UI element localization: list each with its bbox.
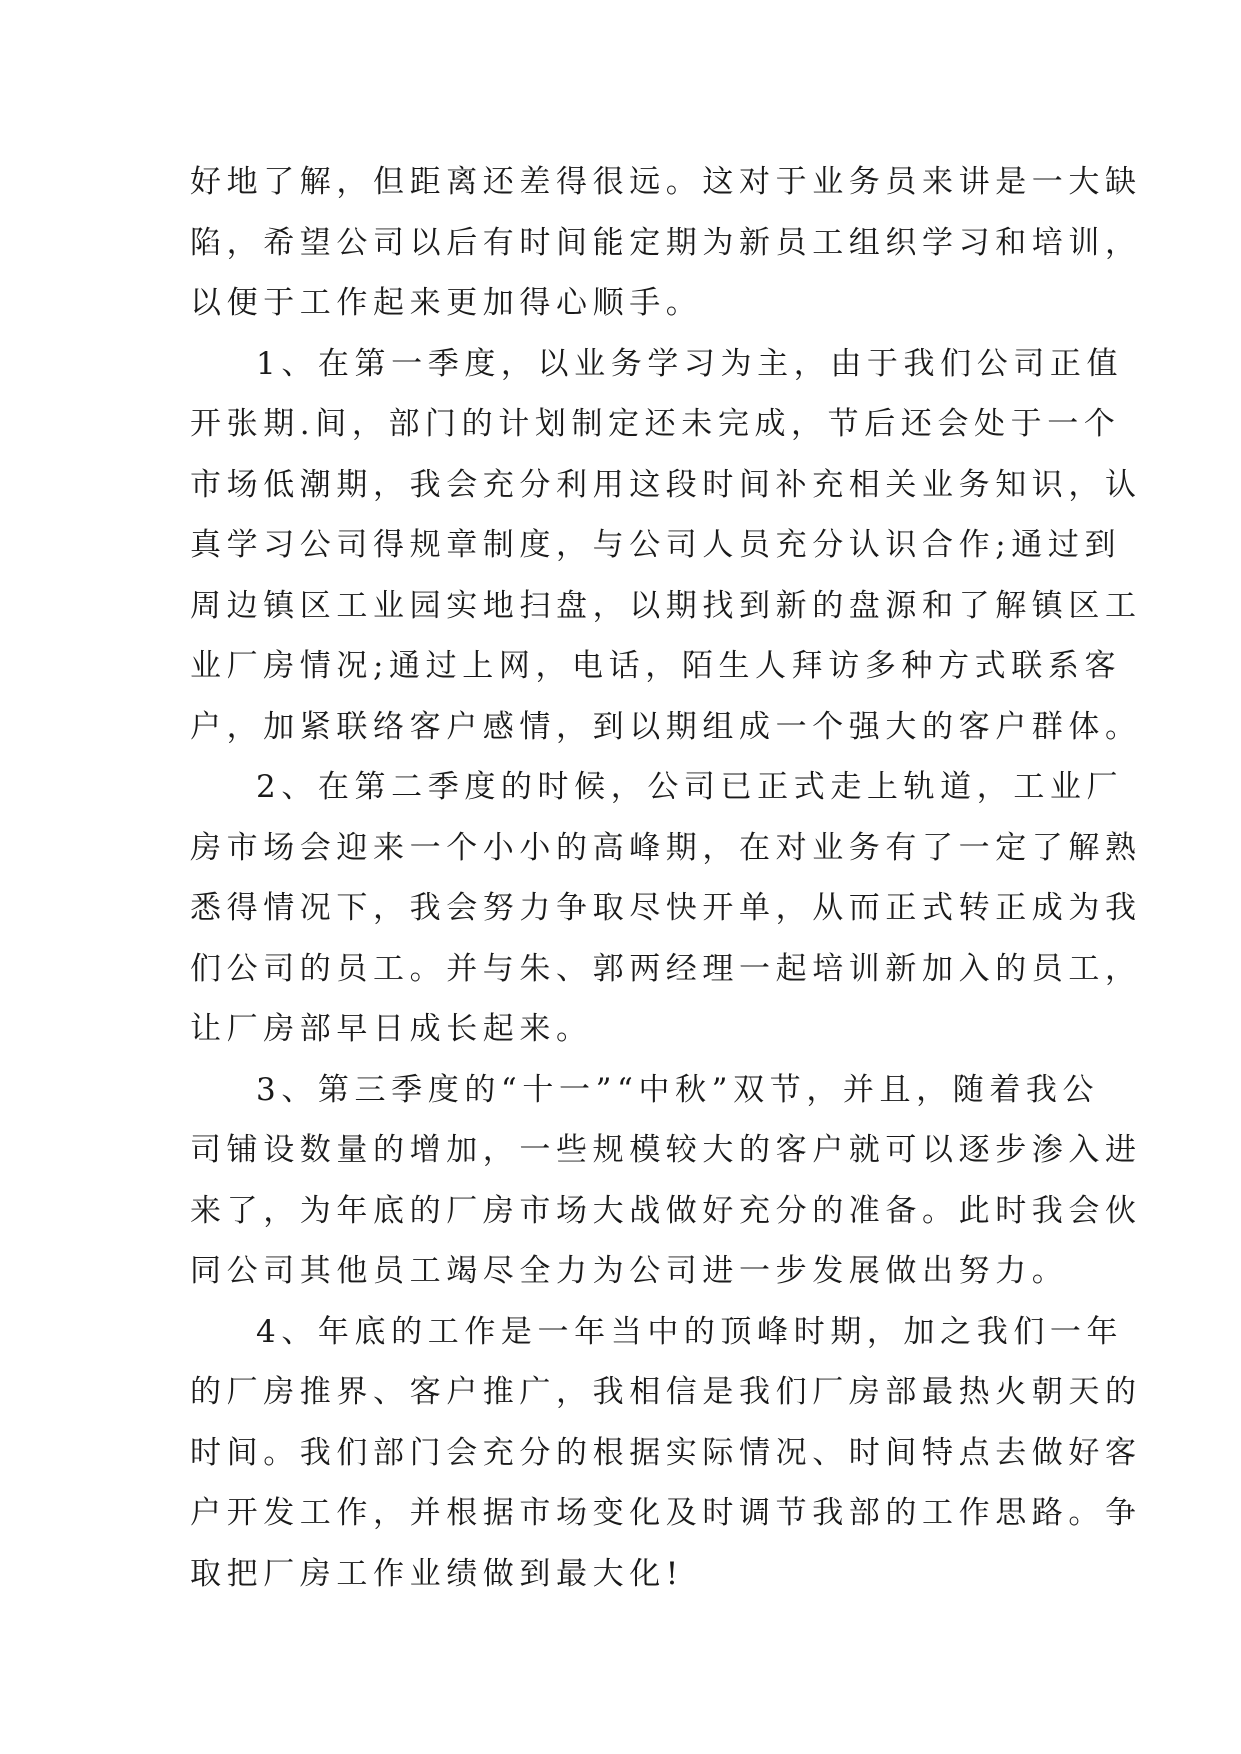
text-line: 以便于工作起来更加得心顺手。	[190, 285, 703, 321]
text-line: 取把厂房工作业绩做到最大化!	[190, 1555, 684, 1592]
text-line: 户开发工作，并根据市场变化及时调节我部的工作思路。争	[190, 1495, 1142, 1531]
text-line: 周边镇区工业园实地扫盘，以期找到新的盘源和了解镇区工	[190, 587, 1142, 624]
text-line: 2、在第二季度的时候，公司已正式走上轨道，工业厂	[256, 769, 1124, 805]
text-line: 4、年底的工作是一年当中的顶峰时期，加之我们一年	[256, 1313, 1124, 1350]
text-line: 业厂房情况;通过上网，电话，陌生人拜访多种方式联系客	[190, 648, 1122, 684]
text-line: 司铺设数量的增加，一些规模较大的客户就可以逐步渗入进	[190, 1132, 1142, 1168]
text-line: 同公司其他员工竭尽全力为公司进一步发展做出努力。	[190, 1253, 1069, 1289]
text-line: 3、第三季度的“十一”“中秋”双节，并且，随着我公	[256, 1071, 1100, 1108]
text-line: 悉得情况下，我会努力争取尽快开单，从而正式转正成为我	[190, 890, 1142, 926]
text-line: 的厂房推界、客户推广，我相信是我们厂房部最热火朝天的	[190, 1374, 1142, 1410]
text-line: 户，加紧联络客户感情，到以期组成一个强大的客户群体。	[190, 708, 1142, 745]
text-line: 1、在第一季度，以业务学习为主，由于我们公司正值	[256, 345, 1124, 382]
text-line: 市场低潮期，我会充分利用这段时间补充相关业务知识，认	[190, 466, 1142, 503]
text-line: 来了，为年底的厂房市场大战做好充分的准备。此时我会伙	[190, 1192, 1142, 1229]
text-line: 开张期.间，部门的计划制定还未完成，节后还会处于一个	[190, 406, 1121, 442]
text-line: 们公司的员工。并与朱、郭两经理一起培训新加入的员工，	[190, 950, 1142, 987]
text-line: 时间。我们部门会充分的根据实际情况、时间特点去做好客	[190, 1434, 1142, 1471]
text-line: 房市场会迎来一个小小的高峰期，在对业务有了一定了解熟	[190, 829, 1142, 866]
text-line: 陷，希望公司以后有时间能定期为新员工组织学习和培训，	[190, 224, 1142, 261]
text-line: 让厂房部早日成长起来。	[190, 1011, 593, 1047]
document-body	[190, 152, 1142, 1604]
text-line: 真学习公司得规章制度，与公司人员充分认识合作;通过到	[190, 527, 1122, 563]
text-line: 好地了解，但距离还差得很远。这对于业务员来讲是一大缺	[190, 164, 1142, 200]
